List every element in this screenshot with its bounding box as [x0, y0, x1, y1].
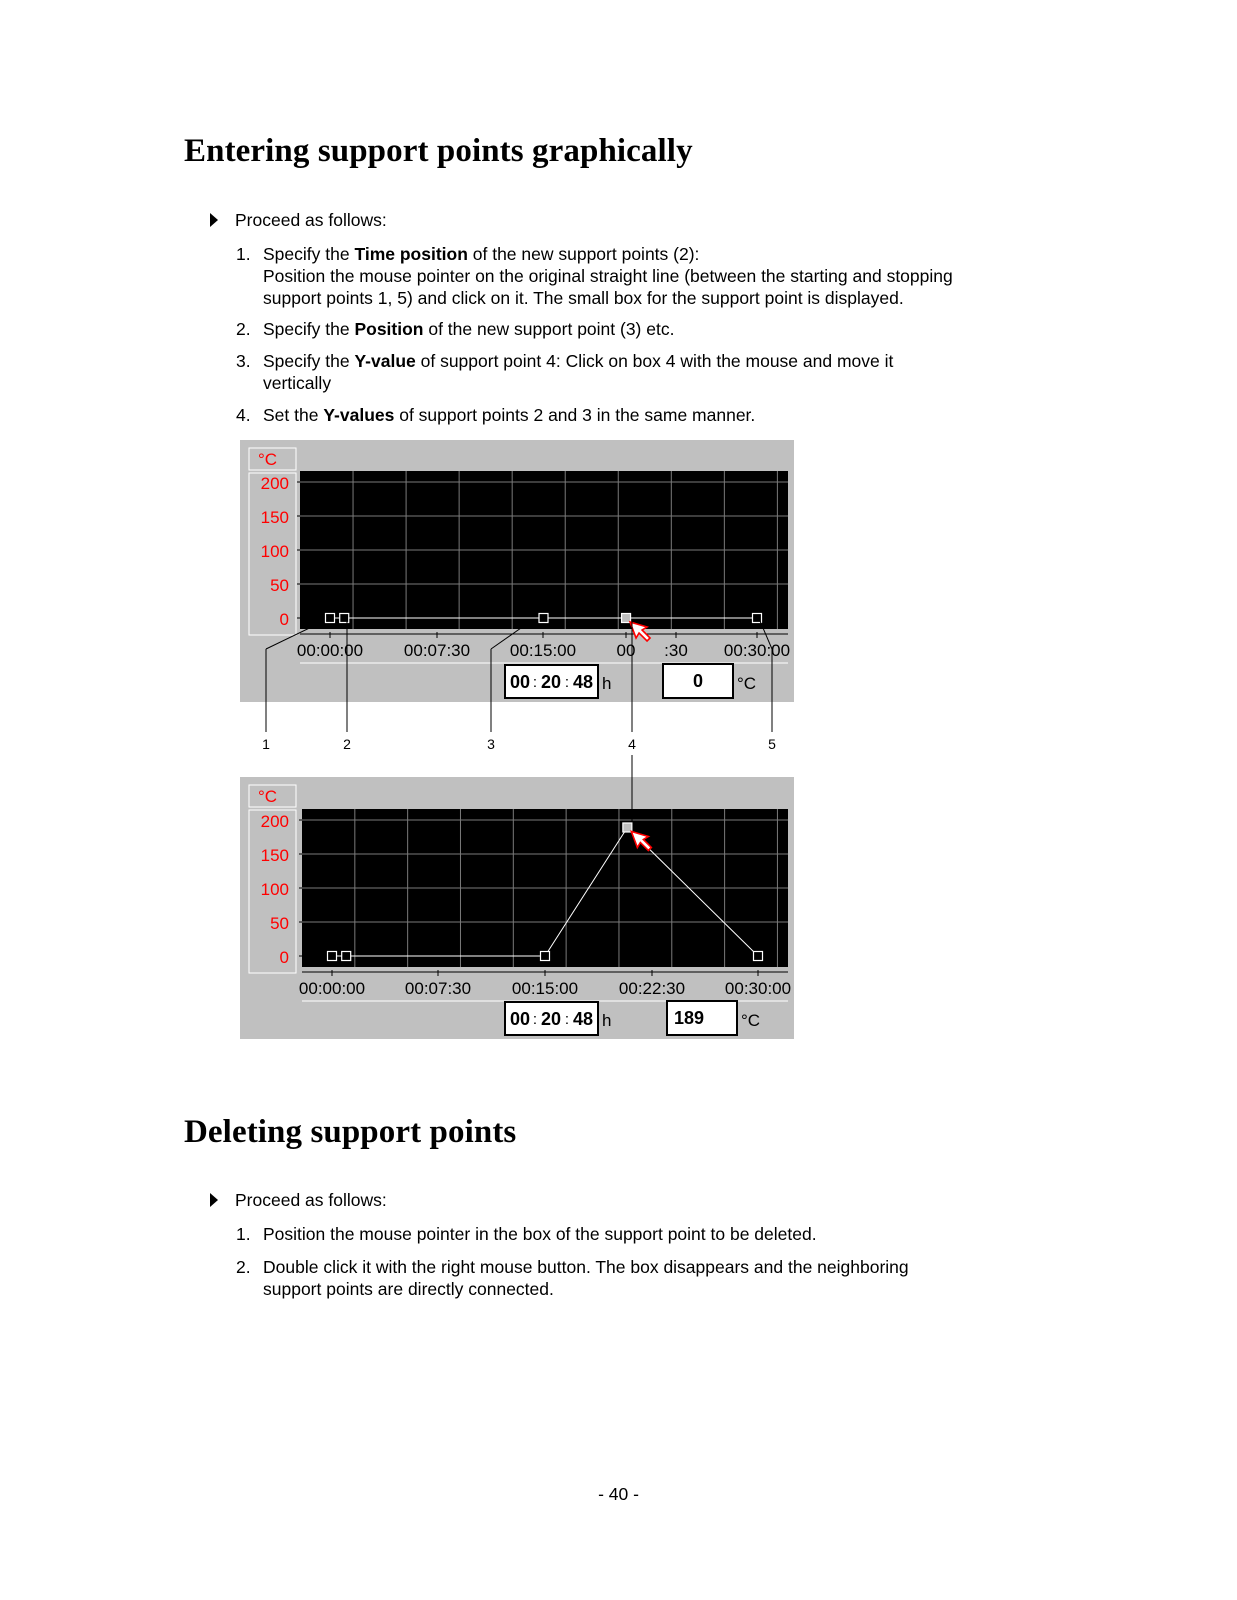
section-title-entering: Entering support points graphically — [184, 133, 693, 169]
x-tick-label: 00:15:00 — [511, 979, 579, 998]
x-tick-label: 00:00:00 — [298, 979, 366, 998]
time-separator: : — [564, 1011, 570, 1028]
time-unit-label: h — [602, 674, 612, 693]
y-tick-label: 200 — [260, 474, 289, 493]
time-separator: : — [532, 1011, 538, 1028]
x-tick-label: 00:00:00 — [296, 641, 364, 660]
support-point-box — [342, 952, 351, 961]
x-tick-label: 00:22:30 — [618, 979, 686, 998]
callout-number: 5 — [768, 736, 776, 752]
proceed-text: Proceed as follows: — [235, 1190, 387, 1210]
callout-number: 4 — [628, 736, 636, 752]
x-tick-label: 00:15:00 — [509, 641, 577, 660]
y-tick-label: 100 — [260, 542, 289, 561]
section-title-deleting: Deleting support points — [184, 1114, 517, 1150]
support-point-box — [539, 614, 548, 623]
x-tick-label: :30 — [664, 641, 688, 660]
x-tick-label: 00 — [616, 641, 636, 660]
time-minutes: 20 — [540, 672, 562, 692]
callout-number: 1 — [262, 736, 270, 752]
chart-panel-after — [240, 777, 794, 1039]
y-tick-label: 100 — [260, 880, 289, 899]
callout-number: 2 — [343, 736, 351, 752]
value-display: 0 — [692, 671, 704, 691]
time-separator: : — [564, 674, 570, 691]
y-tick-label: 0 — [279, 610, 289, 629]
y-tick-label: 50 — [270, 914, 289, 933]
page-number: - 40 - — [598, 1484, 639, 1504]
support-point-box — [328, 952, 337, 961]
support-point-box — [754, 952, 763, 961]
value-unit-label: °C — [741, 1011, 761, 1030]
x-tick-label: 00:07:30 — [404, 979, 472, 998]
y-tick-label: 0 — [279, 948, 289, 967]
time-seconds: 48 — [572, 1009, 594, 1029]
time-unit-label: h — [602, 1011, 612, 1030]
chart-panel-before — [240, 440, 794, 702]
bullet-arrow-icon — [210, 1193, 218, 1207]
x-tick-label: 00:07:30 — [403, 641, 471, 660]
time-minutes: 20 — [540, 1009, 562, 1029]
y-tick-label: 200 — [260, 812, 289, 831]
time-hours: 00 — [509, 1009, 531, 1029]
x-tick-label: 00:30:00 — [723, 641, 791, 660]
unit-label: °C — [258, 450, 278, 469]
y-tick-label: 50 — [270, 576, 289, 595]
y-tick-label: 150 — [260, 508, 289, 527]
support-point-box — [541, 952, 550, 961]
time-hours: 00 — [509, 672, 531, 692]
proceed-bullet-2 — [210, 1190, 387, 1211]
time-separator: : — [532, 674, 538, 691]
time-seconds: 48 — [572, 672, 594, 692]
support-point-box — [326, 614, 335, 623]
value-display: 189 — [673, 1008, 705, 1028]
unit-label: °C — [258, 787, 278, 806]
x-tick-label: 00:30:00 — [724, 979, 792, 998]
callout-number: 3 — [487, 736, 495, 752]
y-tick-label: 150 — [260, 846, 289, 865]
proceed-text: Proceed as follows: — [235, 210, 387, 230]
value-unit-label: °C — [737, 674, 757, 693]
